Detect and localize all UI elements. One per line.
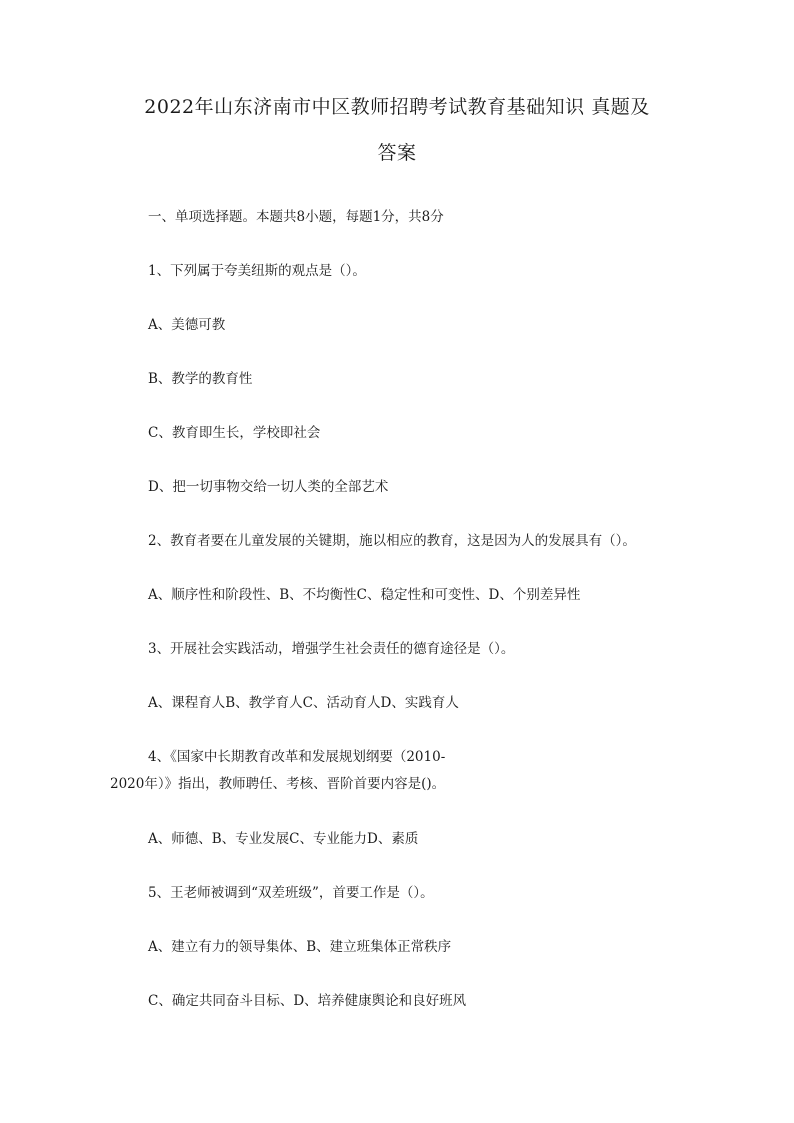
question-2-stem: 2、教育者要在儿童发展的关键期，施以相应的教育，这是因为人的发展具有（）。	[148, 533, 636, 549]
question-5-options-line-1: A、建立有力的领导集体、B、建立班集体正常秩序	[148, 939, 452, 955]
question-5-stem: 5、王老师被调到“双差班级”，首要工作是（）。	[148, 885, 434, 901]
question-1-option-c: C、教育即生长，学校即社会	[148, 425, 321, 441]
question-3-stem: 3、开展社会实践活动，增强学生社会责任的德育途径是（）。	[148, 641, 515, 657]
document-title-line-2: 答案	[377, 142, 417, 164]
question-1-stem: 1、下列属于夸美纽斯的观点是（）。	[148, 263, 366, 279]
question-5-options-line-2: C、确定共同奋斗目标、D、培养健康舆论和良好班风	[148, 993, 467, 1009]
question-2-options: A、顺序性和阶段性、B、不均衡性C、稳定性和可变性、D、个别差异性	[148, 587, 581, 603]
question-4-stem-line-2: 2020年）》指出，教师聘任、考核、晋阶首要内容是()。	[110, 776, 446, 792]
question-1-option-b: B、教学的教育性	[148, 371, 253, 387]
question-4-options: A、师德、B、专业发展C、专业能力D、素质	[148, 831, 419, 847]
question-1-option-a: A、美德可教	[148, 317, 226, 333]
document-title-line-1: 2022年山东济南市中区教师招聘考试教育基础知识 真题及	[144, 96, 650, 118]
question-1-option-d: D、把一切事物交给一切人类的全部艺术	[148, 479, 389, 495]
question-4-stem-line-1: 4、《国家中长期教育改革和发展规划纲要（2010-	[148, 749, 446, 765]
section-heading: 一、单项选择题。本题共8小题，每题1分，共8分	[148, 209, 444, 225]
question-3-options: A、课程育人B、教学育人C、活动育人D、实践育人	[148, 695, 459, 711]
